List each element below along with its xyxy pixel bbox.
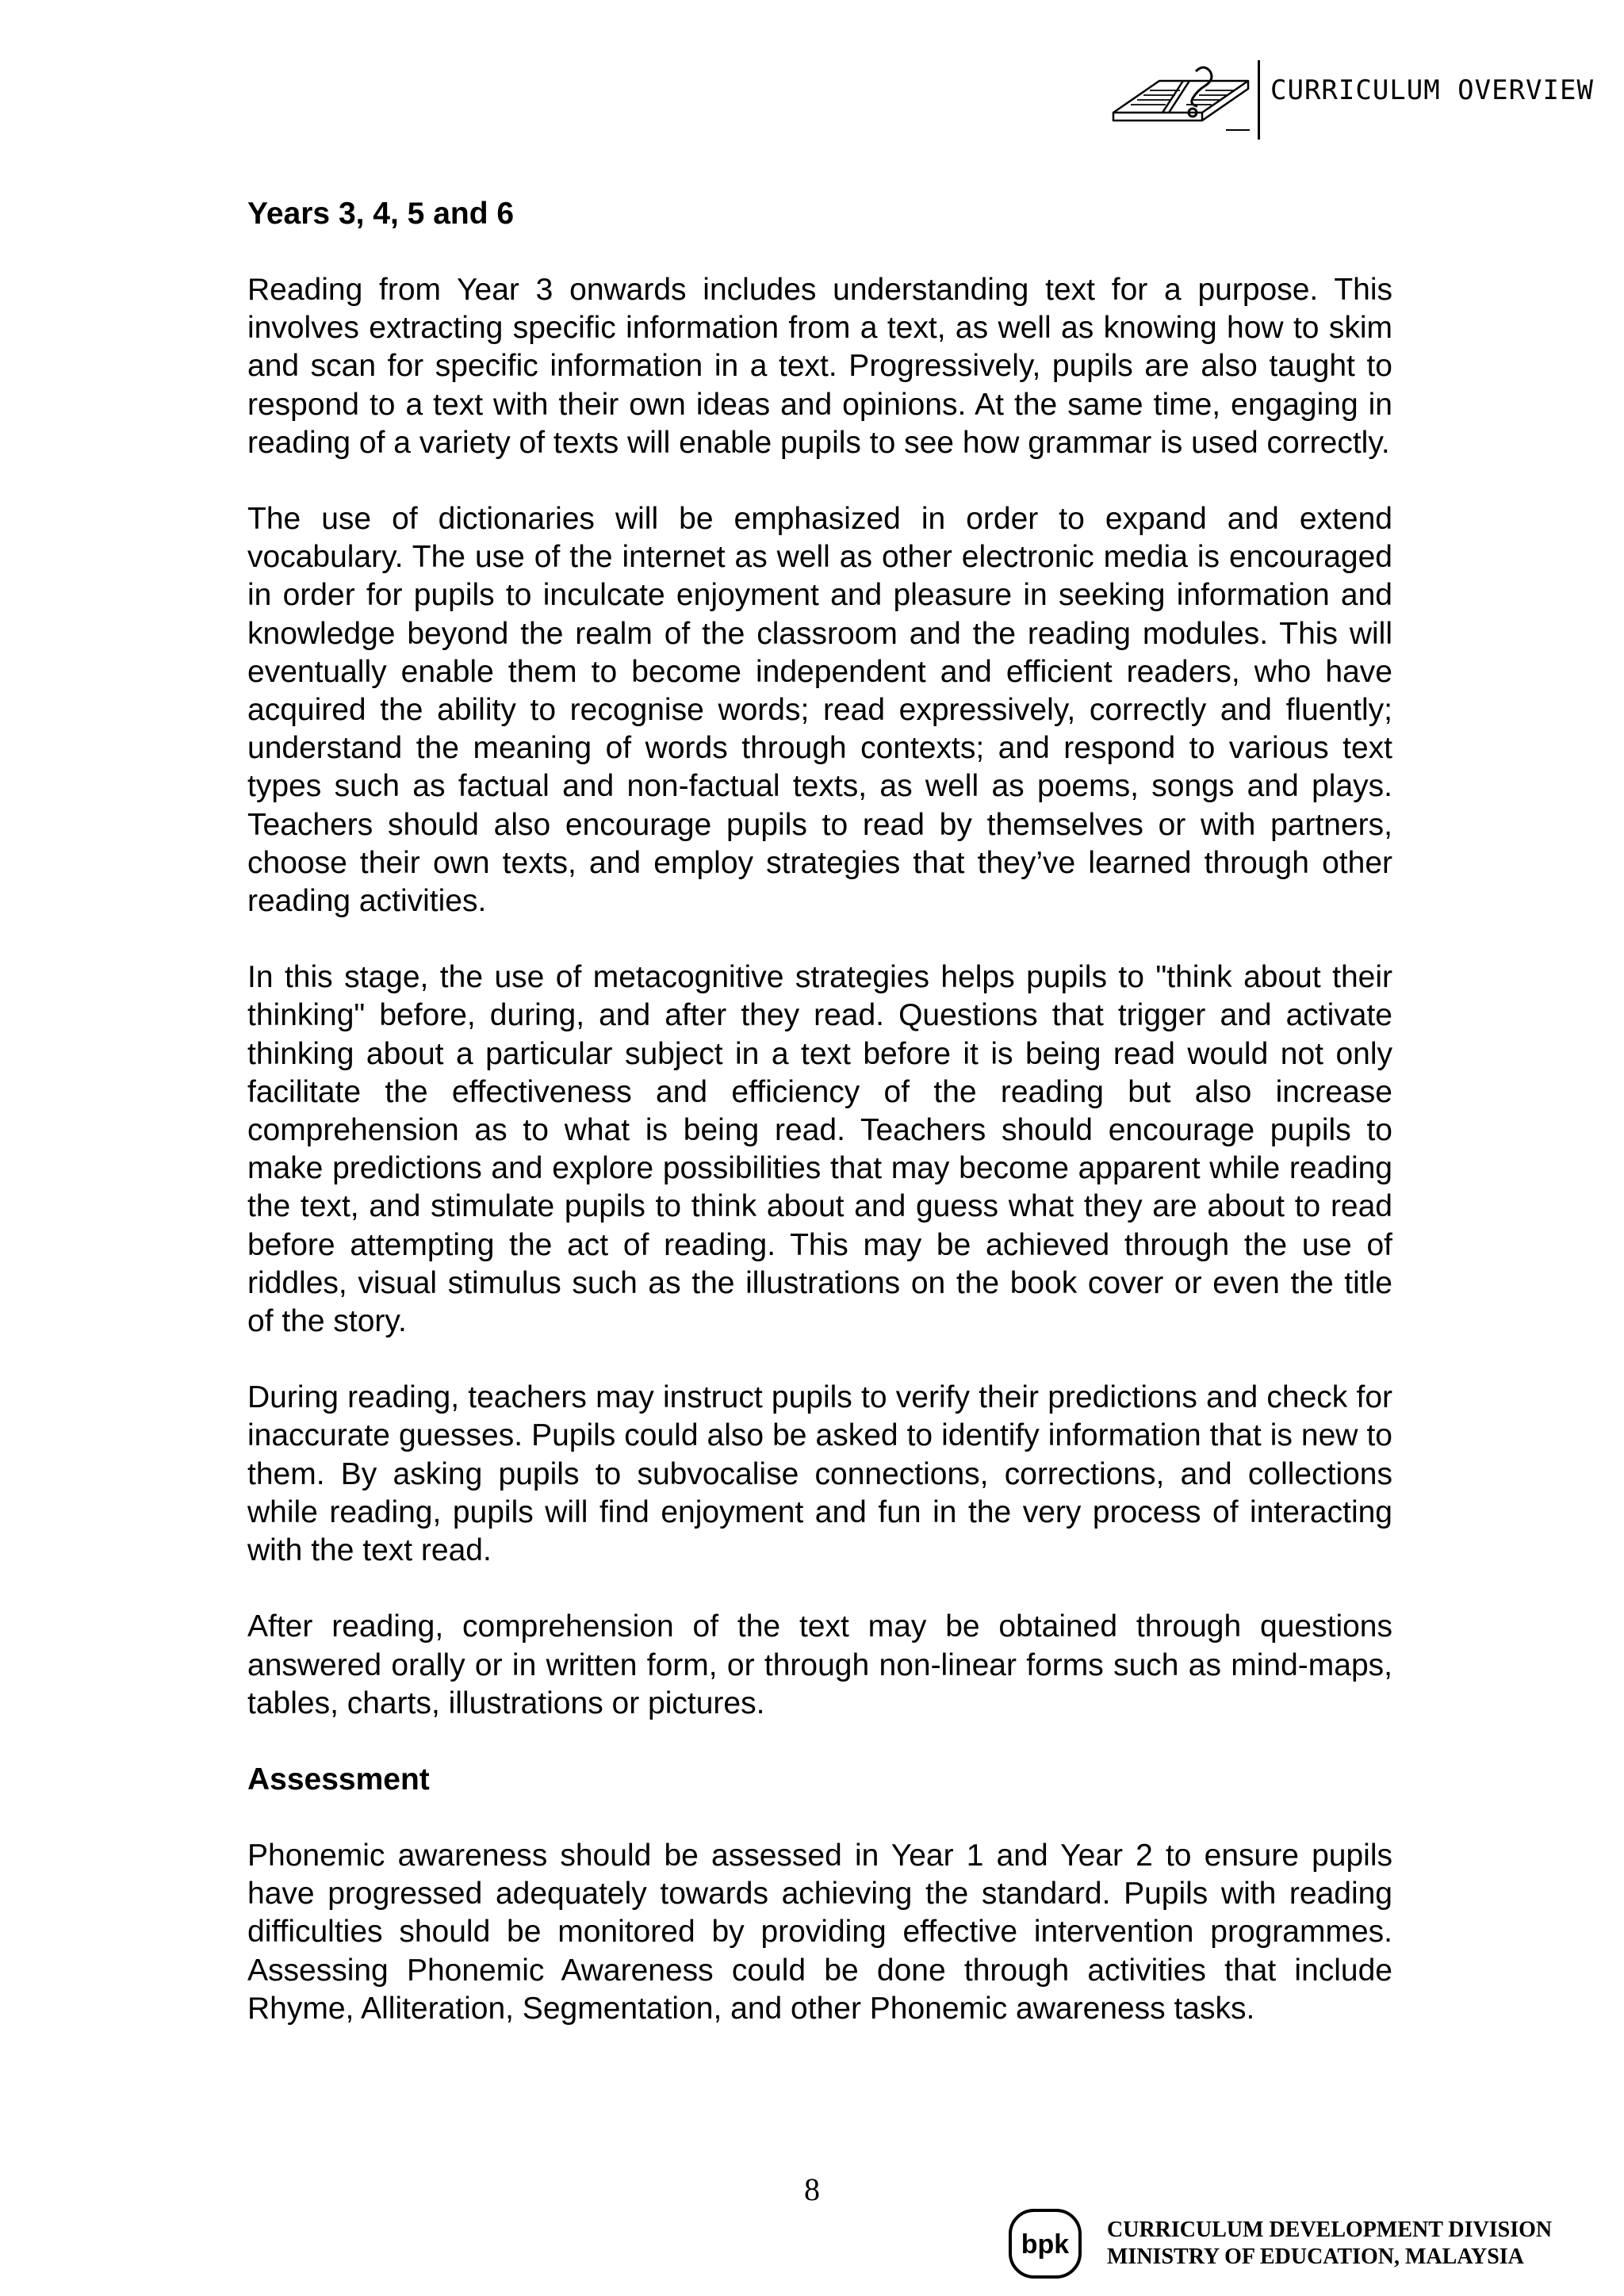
bpk-logo [1007,2207,1083,2280]
page-number: 8 [804,2172,820,2207]
assessment-paragraph: Phonemic awareness should be assessed in Year 1 and Year 2 to ensure pupils have progressed adequately towards achieving the standard. Pupils with reading difficulties should be monitored by providing effective intervention programmes. Assessing Phonemic Awareness could be done through activities that include Rhyme, Alliteration, Segmentation, and other Phonemic awareness tasks. [247,1838,1392,2026]
main-content [247,195,1392,2066]
page-header [1107,57,1599,143]
body-paragraph: The use of dictionaries will be emphasized in order to expand and extend vocabulary. The use of the internet as well as other electronic media is encouraged in order for pupils to inculcate enjoyment and pleasure in seeking information and knowledge beyond the realm of the classroom and the reading modules. This will eventually enable them to become independent and efficient readers, who have acquired the ability to recognise words; read expressively, correctly and fluently; understand the meaning of words through contexts; and respond to various text types such as factual and non-factual texts, as well as poems, songs and plays. Teachers should also encourage pupils to read by themselves or with partners, choose their own texts, and employ strategies that they’ve learned through other reading activities. [247,502,1392,919]
header-divider [1258,60,1260,140]
body-paragraph: During reading, teachers may instruct pupils to verify their predictions and check for inaccurate guesses. Pupils could also be asked to identify information that is new to them. By asking pupils to subvocalise connections, corrections, and collections while reading, pupils will find enjoyment and fun in the very process of interacting with the text read. [247,1380,1392,1568]
section-heading: Years 3, 4, 5 and 6 [247,197,515,231]
body-paragraph: In this stage, the use of metacognitive strategies helps pupils to "think about their thinking" before, during, and after they read. Questions that trigger and activate thinking about a particular subject in a text before it is being read would not only facilitate the effectiveness and efficiency of the reading but also increase comprehension as to what is being read. Teachers should encourage pupils to make predictions and explore possibilities that may become apparent while reading the text, and stimulate pupils to think about and guess what they are about to read before attempting the act of reading. This may be achieved through the use of riddles, visual stimulus such as the illustrations on the book cover or even the title of the story. [247,960,1392,1339]
assessment-heading: Assessment [247,1762,430,1797]
open-book-icon [1107,63,1254,136]
header-title: CURRICULUM OVERVIEW [1270,75,1594,106]
page-footer [1007,2207,1578,2280]
footer-line-ministry: MINISTRY OF EDUCATION, MALAYSIA [1107,2244,1524,2269]
body-paragraph: After reading, comprehension of the text may be obtained through questions answered orally or in written form, or through non-linear forms such as mind-maps, tables, charts, illustrations or pictures. [247,1609,1392,1720]
footer-organization [1107,2217,1552,2271]
footer-line-division: CURRICULUM DEVELOPMENT DIVISION [1107,2218,1553,2242]
body-paragraph: Reading from Year 3 onwards includes understanding text for a purpose. This involves extracting specific information from a text, as well as knowing how to skim and scan for specific information in a text. Progressively, pupils are also taught to respond to a text with their own ideas and opinions. At the same time, engaging in reading of a variety of texts will enable pupils to see how grammar is used correctly. [247,273,1392,460]
svg-text:bpk: bpk [1021,2229,1070,2260]
